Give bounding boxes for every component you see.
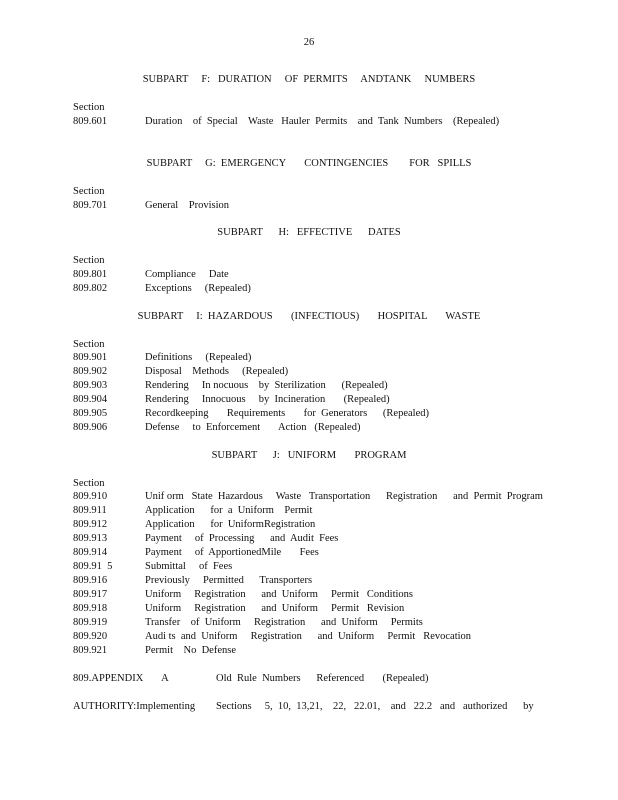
subpart-g-heading: SUBPART G: EMERGENCY CONTINGENCIES FOR SPILLS (146, 158, 472, 169)
appendix-description: Old Rule Numbers Referenced (Repealed) (216, 673, 429, 684)
section-number: 809.905 (73, 408, 108, 419)
section-label: Section (73, 102, 105, 113)
section-description: Exceptions (Repealed) (145, 283, 251, 294)
section-label: Section (73, 339, 105, 350)
section-number: 809.910 (73, 491, 108, 502)
section-description: Duration of Special Waste Hauler Permits and Tank Numbers (Repealed) (145, 116, 500, 127)
section-number: 809.903 (73, 380, 108, 391)
section-number: 809.920 (73, 631, 108, 642)
section-label: Section (73, 255, 105, 266)
subpart-f-heading: SUBPART F: DURATION OF PERMITS ANDTANK NUMBERS (142, 74, 476, 85)
section-label: Section (73, 478, 105, 489)
subpart-h-heading: SUBPART H: EFFECTIVE DATES (217, 227, 401, 238)
section-number: 809.916 (73, 575, 108, 586)
section-number: 809.918 (73, 603, 108, 614)
section-number: 809.902 (73, 366, 108, 377)
section-description: Disposal Methods (Repealed) (145, 366, 289, 377)
section-description: Transfer of Uniform Registration and Uniform Permits (145, 617, 423, 628)
section-description: Defense to Enforcement Action (Repealed) (145, 422, 361, 433)
page-number: 26 (303, 37, 315, 48)
subpart-i-heading: SUBPART I: HAZARDOUS (INFECTIOUS) HOSPITAL WASTE (137, 311, 481, 322)
subpart-j-heading: SUBPART J: UNIFORM PROGRAM (211, 450, 407, 461)
section-description: Unif orm State Hazardous Waste Transportation Registration and Permit Program (145, 491, 543, 502)
section-description: Uniform Registration and Uniform Permit Conditions (145, 589, 414, 600)
section-description: Rendering In nocuous by Sterilization (Repealed) (145, 380, 388, 391)
section-description: Rendering Innocuous by Incineration (Repealed) (145, 394, 390, 405)
section-description: Payment of Processing and Audit Fees (145, 533, 339, 544)
section-number: 809.921 (73, 645, 108, 656)
section-description: Submittal of Fees (145, 561, 233, 572)
section-description: Application for UniformRegistration (145, 519, 316, 530)
section-number: 809.919 (73, 617, 108, 628)
section-number: 809.801 (73, 269, 108, 280)
section-number: 809.901 (73, 352, 108, 363)
section-description: Compliance Date (145, 269, 229, 280)
section-number: 809.802 (73, 283, 108, 294)
section-number: 809.906 (73, 422, 108, 433)
section-number: 809.701 (73, 200, 108, 211)
section-description: Previously Permitted Transporters (145, 575, 313, 586)
section-number: 809.904 (73, 394, 108, 405)
section-description: Audi ts and Uniform Registration and Uniform Permit Revocation (145, 631, 472, 642)
section-number: 809.917 (73, 589, 108, 600)
section-number: 809.912 (73, 519, 108, 530)
section-description: Uniform Registration and Uniform Permit Revision (145, 603, 405, 614)
section-description: Definitions (Repealed) (145, 352, 252, 363)
section-number: 809.913 (73, 533, 108, 544)
section-number: 809.91 5 (73, 561, 113, 572)
section-description: Recordkeeping Requirements for Generators (Repealed) (145, 408, 429, 419)
authority-label: AUTHORITY:Implementing (73, 701, 196, 712)
section-number: 809.601 (73, 116, 108, 127)
appendix-number: 809.APPENDIX A (73, 673, 169, 684)
section-description: Payment of ApportionedMile Fees (145, 547, 319, 558)
authority-text: Sections 5, 10, 13,21, 22, 22.01, and 22.2 and authorized by (216, 701, 534, 712)
section-description: General Provision (145, 200, 229, 211)
section-label: Section (73, 186, 105, 197)
section-description: Application for a Uniform Permit (145, 505, 313, 516)
section-number: 809.911 (73, 505, 107, 516)
section-description: Permit No Defense (145, 645, 236, 656)
section-number: 809.914 (73, 547, 108, 558)
